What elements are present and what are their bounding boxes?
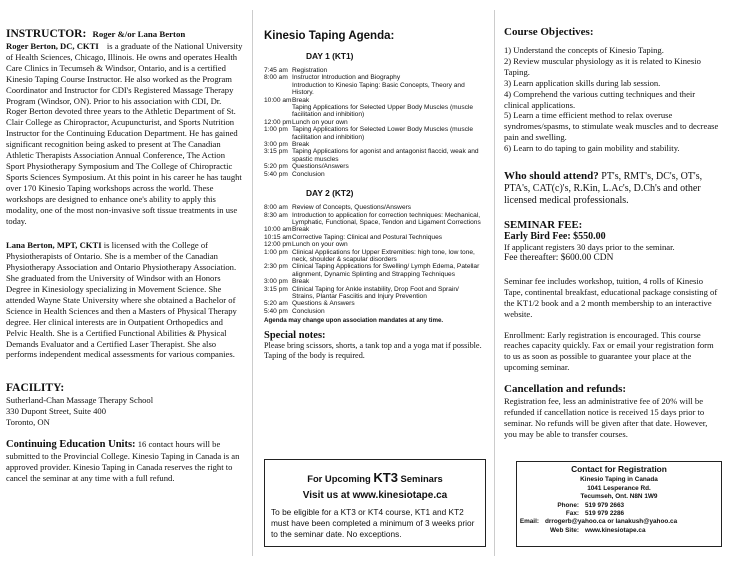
agenda-row — [264, 249, 482, 264]
ceu-text: 16 contact hours will be submitted to the Provincial College. Kinesio Taping in Canada is an approved provider. Kinesio Taping in Canada reserves the right to cancel the seminar at any time with a full refund. — [6, 439, 240, 483]
agenda-time: 7:45 am — [264, 67, 288, 74]
phone-label: Phone: — [557, 501, 579, 509]
fax-label: Fax: — [565, 510, 579, 518]
agenda-time: 10:15 am — [264, 233, 292, 241]
agenda-description: Break — [292, 278, 310, 286]
agenda-description: Instructor Introduction and Biography — [292, 74, 401, 82]
agenda-time: 8:00 am — [264, 204, 288, 212]
agenda-description: Conclusion — [292, 307, 325, 315]
kt3-eligibility: To be eligible for a KT3 or KT4 course, KT1 and KT2 must have been completed a minimum of 3 weeks prior to the seminar date. No exceptions. — [271, 507, 475, 540]
lana-name: Lana Berton, MPT, CKTI — [6, 240, 102, 251]
agenda-time: 5:20 pm — [264, 163, 288, 171]
agenda-description: Clinical Applications for Upper Extremities: high tone, low tone, neck, shoulder & scapular disorders — [292, 248, 475, 263]
agenda-description: Break — [292, 226, 310, 234]
contact-web-row — [517, 527, 721, 535]
early-bird-fee: Early Bird Fee: $550.00 — [504, 231, 606, 243]
phone-value: 519 979 2663 — [585, 501, 625, 509]
objectives-list — [504, 45, 722, 154]
agenda-description: Taping Applications for Selected Lower Body Muscles (muscle facilitation and inhibition) — [292, 126, 474, 141]
kt3-heading-pre: For Upcoming — [307, 473, 374, 484]
contact-address-line: Tecumseh, Ont. N8N 1W9 — [580, 493, 658, 501]
agenda-row — [264, 171, 482, 178]
attend-heading: Who should attend? — [504, 170, 599, 183]
email-label: Email: — [519, 518, 539, 526]
agenda-row — [264, 241, 482, 248]
instructor-column — [4, 0, 250, 562]
agenda-time: 12:00 pm — [264, 241, 292, 249]
enrollment-text: Enrollment: Early registration is encouraged. This course reaches capacity quickly. Fax or email your registration form to us as soon as possible to guarantee your place at the upcoming seminar. — [504, 329, 714, 373]
cancellation-text: Registration fee, less an administrative fee of 20% will be refunded if cancellation notice is received 15 days prior to seminar. No refunds will be given after that date. However, you may be able to transfer courses. — [504, 396, 708, 439]
agenda-row — [264, 212, 482, 227]
agenda-description: Lunch on your own — [292, 241, 348, 249]
agenda-description: Clinical Taping Applications for Swelling/ Lymph Edema, Patellar alignment, Dynamic Splinting and Strapping Techniques — [292, 263, 480, 278]
special-notes-heading: Special notes: — [264, 330, 326, 342]
day1-schedule — [264, 67, 482, 178]
agenda-row — [264, 286, 482, 301]
day2-schedule — [264, 204, 482, 315]
agenda-time: 5:40 pm — [264, 170, 288, 178]
agenda-time: 10:00 am — [264, 226, 292, 234]
early-bird-note: If applicant registers 30 days prior to the seminar. — [504, 242, 675, 253]
objective-item: 5) Learn a time efficient method to relax overuse syndromes/spasms, to stimulate weak muscles and to decrease pain and swelling. — [504, 110, 719, 143]
roger-section — [6, 28, 244, 226]
lana-bio: is licensed with the College of Physiotherapists of Ontario. She is a member of the Canadian Physiotherapy Association and Ontario Physiotherapy Association. She graduated from the University of Windsor with an Honors Degree in Kinesiology specializing in Movement Science. She attended Wayne State University where she obtained a Bachelor of Science in Health Sciences and then a Masters of Physical Therapy degree. Her clinical interests are in Outpatient Orthopedics and Pelvic Health. She is a Certified Functional Abilities & Physical Demands Evaluator and a Certified Laser Therapist. She also performs independent medical assessments for various companies. — [6, 240, 237, 360]
agenda-row — [264, 67, 482, 74]
fax-value: 519 979 2286 — [585, 510, 625, 518]
roger-bio: is a graduate of the National University of Health Sciences, Chicago, Illinois. He owns and operates Health Care Clinics in Tecumseh & Windsor, Ontario, and is a certified Kinesio Taping Course Instructor. He also worked as the Program Coordinator and Instructor for CDI's Registered Massage Therapy Program (Windsor, ON). Prior to his association with CDI, Dr. Roger Berton devoted three years to the Athletic Department of St. Clair College as Chiropractor, Acupuncturist, and Sports Nutrition Instructor for the Continuing Education Department. He has gained significant recognition being asked to present at The Canadian Athletic Therapists Association Annual Conference, The Action Sport Physiotherapy Symposium and The College of Chiropractic Sports Sciences Symposium. At this point in his career he has taught over 170 Kinesio Taping workshops across the world. These workshops are designed to enhance one's ability to apply this modality, one of the most non-invasive soft tissue treatments in use today. — [6, 41, 243, 226]
ceu-heading: Continuing Education Units: — [6, 439, 136, 451]
agenda-row — [264, 119, 482, 126]
agenda-title: Kinesio Taping Agenda: — [264, 30, 395, 42]
agenda-row — [264, 148, 482, 163]
objective-item: 4) Comprehend the various cutting techniques and their clinical applications. — [504, 88, 696, 110]
kt3-heading — [265, 470, 485, 485]
agenda-description: Registration — [292, 67, 328, 74]
instructor-heading: INSTRUCTOR: — [6, 28, 87, 40]
attend-section — [504, 170, 722, 207]
contact-box — [516, 461, 722, 547]
agenda-row — [264, 300, 482, 307]
contact-heading: Contact for Registration — [571, 464, 667, 474]
objectives-heading: Course Objectives: — [504, 26, 594, 38]
kt3-heading-post: Seminars — [397, 473, 443, 484]
agenda-time: 12:00 pm — [264, 118, 292, 126]
objective-item: 6) Learn to do taping to gain mobility and stability. — [504, 143, 680, 154]
day1-title: DAY 1 (KT1) — [306, 51, 354, 61]
agenda-description: Break — [292, 96, 310, 104]
agenda-time: 8:30 am — [264, 211, 288, 219]
objective-item: 3) Learn application skills during lab session. — [504, 77, 661, 88]
kt3-seminars-box — [264, 459, 486, 547]
agenda-row — [264, 263, 482, 278]
contact-org: Kinesio Taping in Canada — [580, 476, 658, 484]
instructor-names: Roger &/or Lana Berton — [92, 29, 186, 39]
agenda-description: Break — [292, 141, 310, 149]
agenda-description: Clinical Taping for Ankle instability, Drop Foot and Sprain/ Strains, Plantar Fasciitis and Injury Prevention — [292, 285, 459, 300]
agenda-description: Conclusion — [292, 170, 325, 178]
fee-thereafter: Fee thereafter: $600.00 CDN — [504, 252, 614, 263]
agenda-row — [264, 82, 482, 97]
fee-includes: Seminar fee includes workshop, tuition, 4 rolls of Kinesio Tape, continental breakfast, educational package consisting of the KT1/2 book and a 2 month membership to an interactive website. — [504, 275, 718, 319]
agenda-description: Lunch on your own — [292, 118, 348, 126]
agenda-time: 1:00 pm — [264, 248, 288, 256]
agenda-time: 3:00 pm — [264, 278, 288, 286]
facility-line: Toronto, ON — [6, 417, 50, 428]
objective-item: 1) Understand the concepts of Kinesio Taping. — [504, 45, 664, 55]
web-value[interactable]: www.kinesiotape.ca — [585, 526, 646, 534]
agenda-time — [264, 104, 292, 119]
kt3-heading-big: KT3 — [373, 470, 398, 485]
agenda-description: Introduction to Kinesio Taping: Basic Concepts, Theory and History. — [292, 81, 465, 97]
agenda-time: 3:00 pm — [264, 141, 288, 149]
objective-item: 2) Review muscular physiology as it is related to Kinesio Taping. — [504, 55, 701, 77]
email-value[interactable]: drrogerb@yahoo.ca or lanakush@yahoo.ca — [545, 518, 678, 526]
lana-section — [6, 240, 244, 360]
facility-line: 330 Dupont Street, Suite 400 — [6, 406, 107, 417]
agenda-time: 8:00 am — [264, 74, 288, 82]
agenda-row — [264, 278, 482, 285]
contact-email-row — [517, 518, 721, 526]
agenda-row — [264, 308, 482, 315]
agenda-time: 3:15 pm — [264, 285, 288, 293]
agenda-description: Questions/Answers — [292, 163, 349, 171]
agenda-description: Taping Applications for Selected Upper Body Muscles (muscle facilitation and inhibition) — [292, 104, 474, 119]
special-notes-text: Please bring scissors, shorts, a tank top and a yoga mat if possible. Taping of the body is required. — [264, 341, 482, 361]
agenda-time: 2:30 pm — [264, 263, 288, 271]
agenda-time: 5:20 am — [264, 300, 288, 308]
agenda-time: 10:00 am — [264, 96, 292, 104]
ceu-section — [6, 438, 244, 484]
agenda-row — [264, 104, 482, 119]
contact-fax-row — [517, 510, 721, 518]
agenda-note: Agenda may change upon association mandates at any time. — [264, 317, 444, 325]
agenda-row — [264, 163, 482, 170]
day2-title: DAY 2 (KT2) — [306, 188, 354, 199]
agenda-row — [264, 74, 482, 81]
attend-text: PT's, RMT's, DC's, OT's, PTA's, CAT(c)'s, R.Kin, L.Ac's, D.Ch's and other licensed medical professionals. — [504, 171, 703, 207]
cancellation-heading: Cancellation and refunds: — [504, 383, 627, 396]
facility-heading: FACILITY: — [6, 382, 65, 395]
roger-name: Roger Berton, DC, CKTI — [6, 41, 99, 51]
agenda-row — [264, 226, 482, 233]
facility-line: Sutherland-Chan Massage Therapy School — [6, 395, 154, 406]
kt3-website: Visit us at www.kinesiotape.ca — [302, 490, 448, 501]
agenda-description: Taping Applications for agonist and antagonist flaccid, weak and spastic muscles — [292, 148, 479, 163]
agenda-time: 5:40 pm — [264, 307, 288, 315]
seminar-fee-heading: SEMINAR FEE: — [504, 219, 583, 232]
agenda-row — [264, 141, 482, 148]
agenda-time: 1:00 pm — [264, 126, 288, 134]
agenda-row — [264, 204, 482, 211]
web-label: Web Site: — [550, 526, 579, 534]
contact-address-line: 1041 Lesperance Rd. — [587, 484, 651, 492]
agenda-time: 3:15 pm — [264, 148, 288, 156]
agenda-row — [264, 97, 482, 104]
agenda-description: Review of Concepts, Questions/Answers — [292, 204, 412, 212]
agenda-row — [264, 234, 482, 241]
agenda-row — [264, 126, 482, 141]
facility-address — [6, 395, 244, 428]
agenda-time — [264, 82, 292, 97]
agenda-description: Questions & Answers — [292, 300, 355, 308]
agenda-description: Introduction to application for correction techniques: Mechanical, Lymphatic, Functional, Space, Tendon and Ligament Corrections — [292, 211, 481, 226]
contact-phone-row — [517, 502, 721, 510]
agenda-description: Corrective Taping: Clinical and Postural Techniques — [292, 233, 443, 241]
